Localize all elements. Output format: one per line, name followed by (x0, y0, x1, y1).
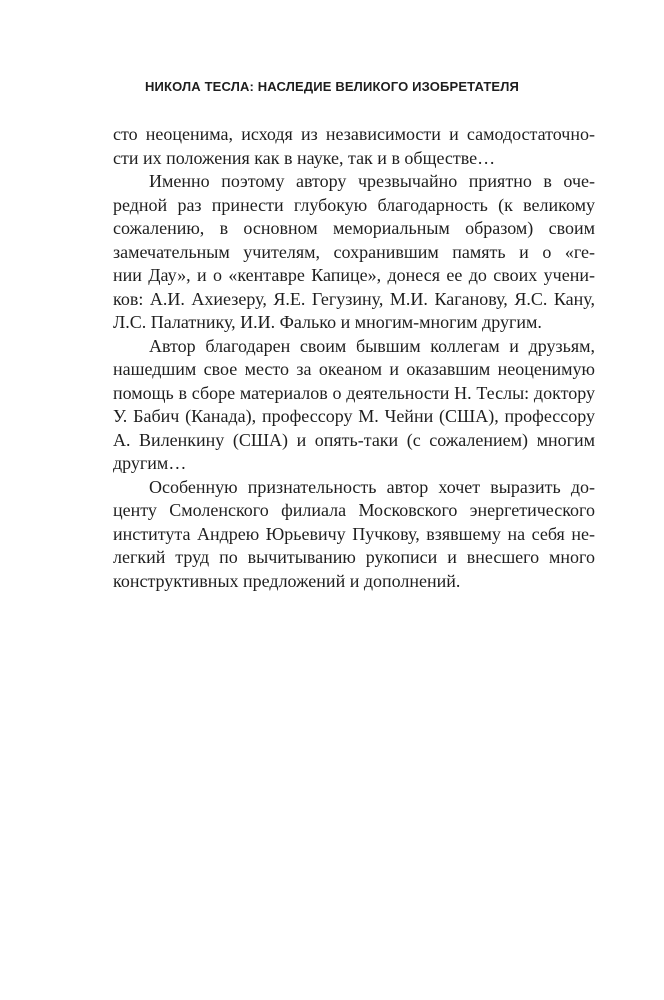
text-line: сто неоценима, исходя из независимости и самодостаточно- (113, 124, 595, 144)
paragraph-1 (113, 123, 595, 170)
text-line: помощь в сборе материалов о деятельности Н. Теслы: доктору (113, 382, 595, 403)
text-line: другим… (113, 453, 187, 473)
text-line: ков: А.И. Ахиезеру, Я.Е. Гегузину, М.И. Каганову, Я.С. Кану, (113, 288, 595, 309)
text-line: центу Смоленского филиала Московского энергетического (113, 500, 595, 520)
paragraph-4 (113, 476, 595, 594)
text-line: Особенную признательность автор хочет выразить до- (149, 476, 595, 497)
text-line: Именно поэтому автору чрезвычайно приятно в оче- (149, 171, 595, 191)
text-line: Л.С. Палатнику, И.И. Фалько и многим-многим другим. (113, 312, 542, 332)
text-line: У. Бабич (Канада), профессору М. Чейни (США), профессору (113, 406, 595, 426)
running-header: НИКОЛА ТЕСЛА: НАСЛЕДИЕ ВЕЛИКОГО ИЗОБРЕТАТЕЛЯ (144, 79, 520, 94)
text-line: конструктивных предложений и дополнений. (113, 570, 461, 591)
paragraph-3 (113, 335, 595, 476)
text-line: замечательным учителям, сохранившим память и о «ге- (113, 241, 595, 262)
text-line: сожалению, в основном мемориальным образом) своим (113, 218, 595, 238)
text-line: сти их положения как в науке, так и в обществе… (113, 147, 496, 168)
text-line: института Андрею Юрьевичу Пучкову, взявшему на себя не- (113, 523, 595, 544)
paragraph-2 (113, 170, 595, 335)
text-line: редной раз принести глубокую благодарность (к великому (113, 194, 595, 215)
text-line: Автор благодарен своим бывшим коллегам и друзьям, (149, 335, 595, 356)
text-line: нашедшим свое место за океаном и оказавшим неоценимую (113, 359, 595, 379)
body-text (113, 123, 595, 593)
text-line: нии Дау», и о «кентавре Капице», донеся ее до своих учени- (113, 265, 595, 285)
text-line: А. Виленкину (США) и опять-таки (с сожалением) многим (113, 429, 595, 450)
text-line: легкий труд по вычитыванию рукописи и внесшего много (113, 547, 595, 567)
